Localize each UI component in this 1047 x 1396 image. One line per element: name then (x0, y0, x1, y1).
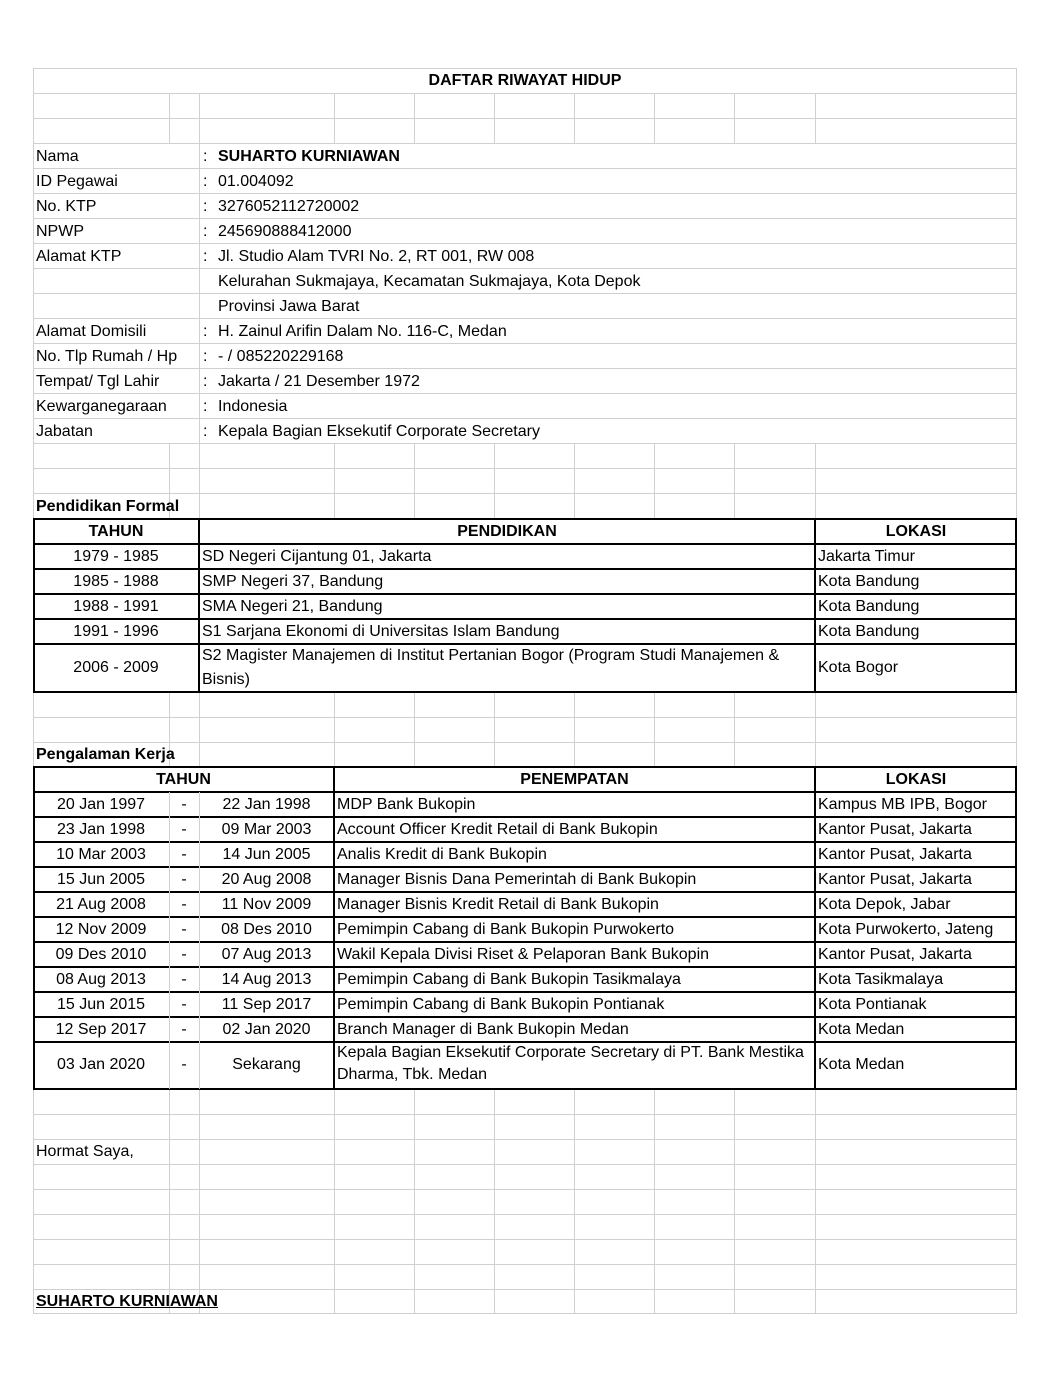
experience-end: 20 Aug 2008 (221, 871, 312, 888)
education-location: Kota Bandung (818, 623, 920, 640)
experience-start: 15 Jun 2005 (56, 871, 146, 888)
experience-start: 09 Des 2010 (55, 946, 147, 963)
personal-colon: : (203, 198, 208, 215)
experience-position: Kepala Bagian Eksekutif Corporate Secretary di PT. Bank Mestika Dharma, Tbk. Medan (337, 1044, 804, 1083)
experience-position: Account Officer Kredit Retail di Bank Bukopin (337, 821, 658, 838)
document-title: DAFTAR RIWAYAT HIDUP (428, 72, 622, 89)
experience-location: Kantor Pusat, Jakarta (818, 846, 972, 863)
experience-start: 08 Aug 2013 (56, 971, 146, 988)
personal-colon: : (203, 373, 208, 390)
personal-label: No. KTP (36, 198, 97, 215)
personal-colon: : (203, 173, 208, 190)
education-year: 2006 - 2009 (73, 659, 159, 676)
experience-start: 03 Jan 2020 (56, 1056, 146, 1073)
personal-label: Alamat KTP (36, 248, 122, 265)
experience-position: Pemimpin Cabang di Bank Bukopin Purwokerto (337, 921, 675, 938)
experience-location: Kampus MB IPB, Bogor (818, 796, 987, 813)
personal-value: Jl. Studio Alam TVRI No. 2, RT 001, RW 008 (218, 248, 535, 265)
education-year: 1991 - 1996 (73, 623, 159, 640)
experience-start: 10 Mar 2003 (56, 846, 146, 863)
experience-end: 14 Jun 2005 (222, 846, 311, 863)
experience-separator: - (181, 921, 187, 938)
personal-colon: : (203, 148, 208, 165)
personal-colon: : (203, 423, 208, 440)
personal-value: 3276052112720002 (218, 198, 360, 215)
experience-position: Manager Bisnis Kredit Retail di Bank Bukopin (337, 896, 659, 913)
experience-header-location: LOKASI (885, 771, 947, 788)
experience-position: MDP Bank Bukopin (337, 796, 476, 813)
education-year: 1985 - 1988 (73, 573, 159, 590)
personal-colon: : (203, 398, 208, 415)
experience-heading: Pengalaman Kerja (36, 746, 175, 763)
experience-start: 15 Jun 2015 (56, 996, 146, 1013)
personal-colon: : (203, 223, 208, 240)
experience-end: 08 Des 2010 (221, 921, 312, 938)
signature-name: SUHARTO KURNIAWAN (36, 1293, 218, 1310)
experience-end: 02 Jan 2020 (222, 1021, 311, 1038)
personal-value: Jakarta / 21 Desember 1972 (218, 373, 420, 390)
personal-value: SUHARTO KURNIAWAN (218, 148, 400, 165)
personal-label: Alamat Domisili (36, 323, 147, 340)
personal-value: H. Zainul Arifin Dalam No. 116-C, Medan (218, 323, 507, 340)
personal-value: - / 085220229168 (218, 348, 344, 365)
education-heading: Pendidikan Formal (36, 498, 180, 515)
personal-value: 245690888412000 (218, 223, 352, 240)
experience-separator: - (181, 871, 187, 888)
experience-location: Kantor Pusat, Jakarta (818, 821, 972, 838)
personal-colon: : (203, 348, 208, 365)
experience-location: Kota Pontianak (818, 996, 927, 1013)
personal-label: Jabatan (36, 423, 93, 440)
education-location: Kota Bogor (818, 659, 899, 676)
education-school: SMA Negeri 21, Bandung (202, 598, 383, 615)
personal-value: 01.004092 (218, 173, 294, 190)
education-location: Kota Bandung (818, 598, 920, 615)
closing-text: Hormat Saya, (36, 1143, 134, 1160)
education-location: Jakarta Timur (818, 548, 915, 565)
experience-position: Manager Bisnis Dana Pemerintah di Bank Bukopin (337, 871, 697, 888)
experience-position: Pemimpin Cabang di Bank Bukopin Pontianak (337, 996, 665, 1013)
experience-separator: - (181, 971, 187, 988)
experience-separator: - (181, 846, 187, 863)
experience-location: Kota Medan (818, 1021, 905, 1038)
experience-header-year: TAHUN (156, 771, 211, 788)
personal-label: Kewarganegaraan (36, 398, 167, 415)
personal-colon: : (203, 248, 208, 265)
cv-sheet (33, 68, 1017, 1314)
education-header-school: PENDIDIKAN (457, 523, 557, 540)
experience-start: 12 Nov 2009 (55, 921, 147, 938)
education-header-year: TAHUN (88, 523, 144, 540)
experience-separator: - (181, 1021, 187, 1038)
personal-value: Indonesia (218, 398, 288, 415)
experience-separator: - (181, 821, 187, 838)
experience-separator: - (181, 796, 187, 813)
education-school: SD Negeri Cijantung 01, Jakarta (202, 548, 432, 565)
personal-label: NPWP (36, 223, 84, 240)
experience-end: 11 Sep 2017 (221, 996, 312, 1013)
experience-start: 21 Aug 2008 (56, 896, 146, 913)
experience-separator: - (181, 896, 187, 913)
personal-label: No. Tlp Rumah / Hp (36, 348, 178, 365)
education-header-location: LOKASI (885, 523, 947, 540)
personal-colon: : (203, 323, 208, 340)
experience-end: 14 Aug 2013 (221, 971, 312, 988)
experience-end: 22 Jan 1998 (222, 796, 311, 813)
experience-position: Analis Kredit di Bank Bukopin (337, 846, 547, 863)
experience-start: 12 Sep 2017 (55, 1021, 147, 1038)
education-school: S1 Sarjana Ekonomi di Universitas Islam Bandung (202, 623, 560, 640)
experience-end: 07 Aug 2013 (221, 946, 312, 963)
experience-location: Kota Medan (818, 1056, 905, 1073)
experience-location: Kota Purwokerto, Jateng (818, 921, 994, 938)
experience-header-placement: PENEMPATAN (520, 771, 629, 788)
personal-label: Tempat/ Tgl Lahir (36, 373, 160, 390)
experience-location: Kota Depok, Jabar (818, 896, 951, 913)
experience-position: Pemimpin Cabang di Bank Bukopin Tasikmalaya (337, 971, 681, 988)
personal-value: Kepala Bagian Eksekutif Corporate Secretary (218, 423, 540, 440)
education-year: 1988 - 1991 (73, 598, 159, 615)
personal-value: Kelurahan Sukmajaya, Kecamatan Sukmajaya, Kota Depok (218, 273, 641, 290)
education-year: 1979 - 1985 (73, 548, 159, 565)
education-location: Kota Bandung (818, 573, 920, 590)
education-school: SMP Negeri 37, Bandung (202, 573, 384, 590)
experience-location: Kantor Pusat, Jakarta (818, 871, 972, 888)
experience-location: Kantor Pusat, Jakarta (818, 946, 972, 963)
experience-separator: - (181, 1056, 187, 1073)
personal-label: ID Pegawai (36, 173, 118, 190)
experience-start: 20 Jan 1997 (56, 796, 146, 813)
experience-separator: - (181, 996, 187, 1013)
experience-position: Wakil Kepala Divisi Riset & Pelaporan Bank Bukopin (337, 946, 710, 963)
experience-end: 11 Nov 2009 (221, 896, 312, 913)
experience-position: Branch Manager di Bank Bukopin Medan (337, 1021, 629, 1038)
education-school: S2 Magister Manajemen di Institut Pertanian Bogor (Program Studi Manajemen & Bisnis) (202, 647, 780, 688)
personal-value: Provinsi Jawa Barat (218, 298, 360, 315)
experience-start: 23 Jan 1998 (56, 821, 146, 838)
experience-end: Sekarang (232, 1056, 301, 1073)
experience-separator: - (181, 946, 187, 963)
experience-location: Kota Tasikmalaya (818, 971, 944, 988)
personal-label: Nama (36, 148, 79, 165)
experience-end: 09 Mar 2003 (221, 821, 312, 838)
